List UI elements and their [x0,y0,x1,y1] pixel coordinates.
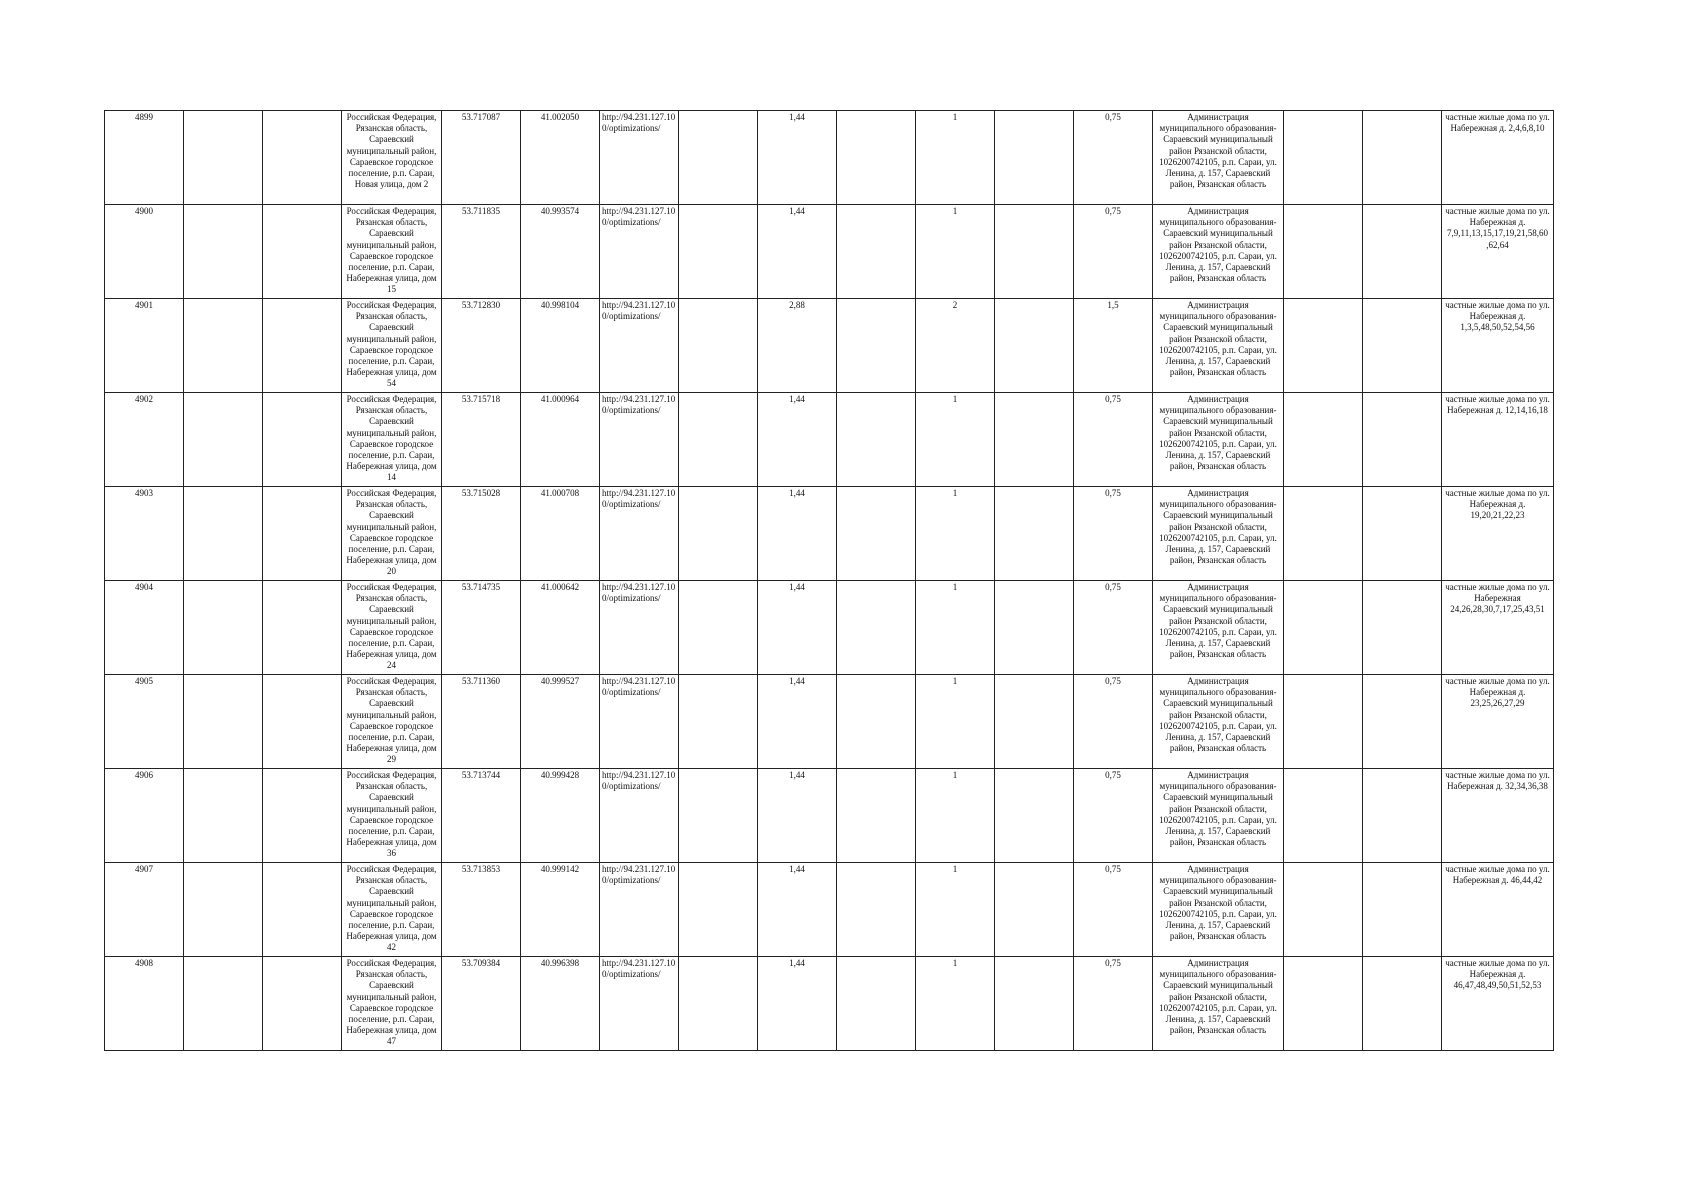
cell-owner: Администрация муниципального образования-Сараевский муниципальный район Рязанской области, 1026200742105, р.п. Сараи, ул. Ленина, д. 157, Сараевский район, Рязанская область [1153,675,1284,769]
cell-id: 4904 [105,581,184,675]
cell-latitude: 53.709384 [442,957,521,1051]
cell-longitude: 40.993574 [521,205,600,299]
cell-empty [184,393,263,487]
cell-url: http://94.231.127.10 0/optimizations/ [600,769,679,863]
cell-id: 4907 [105,863,184,957]
cell-owner: Администрация муниципального образования-Сараевский муниципальный район Рязанской области, 1026200742105, р.п. Сараи, ул. Ленина, д. 157, Сараевский район, Рязанская область [1153,769,1284,863]
cell-latitude: 53.713853 [442,863,521,957]
cell-longitude: 40.999142 [521,863,600,957]
cell-empty [184,299,263,393]
cell-address: Российская Федерация, Рязанская область, Сараевский муниципальный район, Сараевское городское поселение, р.п. Сараи, Набережная улица, дом 15 [342,205,442,299]
cell-empty [1363,393,1442,487]
cell-longitude: 40.999428 [521,769,600,863]
cell-longitude: 40.999527 [521,675,600,769]
cell-empty [679,393,758,487]
cell-longitude: 41.000708 [521,487,600,581]
cell-empty [679,957,758,1051]
registry-table [104,110,1554,1051]
cell-empty [184,769,263,863]
cell-owner: Администрация муниципального образования-Сараевский муниципальный район Рязанской области, 1026200742105, р.п. Сараи, ул. Ленина, д. 157, Сараевский район, Рязанская область [1153,581,1284,675]
cell-empty [995,487,1074,581]
cell-note: частные жилые дома по ул. Набережная д. 32,34,36,38 [1442,769,1554,863]
cell-note: частные жилые дома по ул. Набережная д. 1,3,5,48,50,52,54,56 [1442,299,1554,393]
cell-note: частные жилые дома по ул. Набережная д. 46,44,42 [1442,863,1554,957]
cell-latitude: 53.714735 [442,581,521,675]
cell-volume: 0,75 [1074,111,1153,205]
cell-volume: 0,75 [1074,769,1153,863]
cell-address: Российская Федерация, Рязанская область, Сараевский муниципальный район, Сараевское городское поселение, р.п. Сараи, Новая улица, дом 2 [342,111,442,205]
cell-empty [1363,769,1442,863]
cell-latitude: 53.713744 [442,769,521,863]
cell-id: 4905 [105,675,184,769]
cell-empty [1363,863,1442,957]
cell-empty [995,769,1074,863]
table-row [105,957,1554,1051]
cell-url: http://94.231.127.10 0/optimizations/ [600,111,679,205]
cell-empty [995,299,1074,393]
cell-empty [995,581,1074,675]
cell-latitude: 53.715718 [442,393,521,487]
table-row [105,393,1554,487]
cell-empty [679,487,758,581]
cell-id: 4903 [105,487,184,581]
cell-volume: 1,5 [1074,299,1153,393]
cell-url: http://94.231.127.10 0/optimizations/ [600,581,679,675]
cell-empty [263,299,342,393]
cell-url: http://94.231.127.10 0/optimizations/ [600,675,679,769]
cell-latitude: 53.712830 [442,299,521,393]
cell-container-count: 1 [916,581,995,675]
cell-container-count: 1 [916,769,995,863]
cell-owner: Администрация муниципального образования-Сараевский муниципальный район Рязанской области, 1026200742105, р.п. Сараи, ул. Ленина, д. 157, Сараевский район, Рязанская область [1153,393,1284,487]
cell-container-count: 1 [916,111,995,205]
cell-empty [1363,957,1442,1051]
cell-address: Российская Федерация, Рязанская область, Сараевский муниципальный район, Сараевское городское поселение, р.п. Сараи, Набережная улица, дом 36 [342,769,442,863]
cell-empty [1363,675,1442,769]
cell-owner: Администрация муниципального образования-Сараевский муниципальный район Рязанской области, 1026200742105, р.п. Сараи, ул. Ленина, д. 157, Сараевский район, Рязанская область [1153,299,1284,393]
cell-address: Российская Федерация, Рязанская область, Сараевский муниципальный район, Сараевское городское поселение, р.п. Сараи, Набережная улица, дом 20 [342,487,442,581]
cell-empty [1284,393,1363,487]
cell-container-count: 1 [916,487,995,581]
cell-empty [1284,769,1363,863]
cell-empty [184,205,263,299]
cell-empty [679,111,758,205]
cell-longitude: 40.998104 [521,299,600,393]
cell-url: http://94.231.127.10 0/optimizations/ [600,299,679,393]
cell-empty [1284,205,1363,299]
cell-empty [837,393,916,487]
cell-empty [1363,111,1442,205]
cell-area: 1,44 [758,769,837,863]
cell-note: частные жилые дома по ул. Набережная д. 12,14,16,18 [1442,393,1554,487]
cell-volume: 0,75 [1074,957,1153,1051]
cell-empty [995,863,1074,957]
cell-latitude: 53.715028 [442,487,521,581]
cell-longitude: 41.002050 [521,111,600,205]
cell-url: http://94.231.127.10 0/optimizations/ [600,205,679,299]
cell-latitude: 53.711360 [442,675,521,769]
cell-area: 1,44 [758,393,837,487]
cell-empty [995,205,1074,299]
cell-empty [1284,111,1363,205]
table-row [105,299,1554,393]
cell-id: 4906 [105,769,184,863]
cell-address: Российская Федерация, Рязанская область, Сараевский муниципальный район, Сараевское городское поселение, р.п. Сараи, Набережная улица, дом 14 [342,393,442,487]
cell-empty [837,487,916,581]
cell-owner: Администрация муниципального образования-Сараевский муниципальный район Рязанской области, 1026200742105, р.п. Сараи, ул. Ленина, д. 157, Сараевский район, Рязанская область [1153,957,1284,1051]
cell-empty [1284,863,1363,957]
cell-volume: 0,75 [1074,581,1153,675]
cell-empty [679,205,758,299]
cell-area: 1,44 [758,487,837,581]
cell-empty [184,487,263,581]
table-row [105,863,1554,957]
cell-url: http://94.231.127.10 0/optimizations/ [600,957,679,1051]
cell-empty [1284,957,1363,1051]
cell-note: частные жилые дома по ул. Набережная д. 2,4,6,8,10 [1442,111,1554,205]
cell-address: Российская Федерация, Рязанская область, Сараевский муниципальный район, Сараевское городское поселение, р.п. Сараи, Набережная улица, дом 54 [342,299,442,393]
cell-empty [837,769,916,863]
cell-owner: Администрация муниципального образования-Сараевский муниципальный район Рязанской области, 1026200742105, р.п. Сараи, ул. Ленина, д. 157, Сараевский район, Рязанская область [1153,205,1284,299]
cell-empty [184,675,263,769]
cell-id: 4900 [105,205,184,299]
table-row [105,675,1554,769]
cell-longitude: 41.000642 [521,581,600,675]
cell-empty [1363,487,1442,581]
cell-empty [679,299,758,393]
cell-container-count: 2 [916,299,995,393]
cell-empty [184,863,263,957]
cell-container-count: 1 [916,675,995,769]
cell-empty [837,957,916,1051]
cell-owner: Администрация муниципального образования-Сараевский муниципальный район Рязанской области, 1026200742105, р.п. Сараи, ул. Ленина, д. 157, Сараевский район, Рязанская область [1153,111,1284,205]
cell-area: 1,44 [758,111,837,205]
cell-empty [679,581,758,675]
cell-empty [679,863,758,957]
cell-empty [263,581,342,675]
cell-empty [263,111,342,205]
cell-empty [679,675,758,769]
cell-address: Российская Федерация, Рязанская область, Сараевский муниципальный район, Сараевское городское поселение, р.п. Сараи, Набережная улица, дом 24 [342,581,442,675]
cell-empty [837,863,916,957]
cell-empty [1363,581,1442,675]
table-body [105,111,1554,1051]
table-row [105,581,1554,675]
cell-volume: 0,75 [1074,393,1153,487]
cell-area: 1,44 [758,957,837,1051]
cell-empty [1363,299,1442,393]
cell-empty [263,769,342,863]
cell-empty [263,863,342,957]
cell-area: 1,44 [758,863,837,957]
table-row [105,487,1554,581]
cell-container-count: 1 [916,205,995,299]
cell-address: Российская Федерация, Рязанская область, Сараевский муниципальный район, Сараевское городское поселение, р.п. Сараи, Набережная улица, дом 42 [342,863,442,957]
cell-empty [995,675,1074,769]
cell-note: частные жилые дома по ул. Набережная д. 19,20,21,22,23 [1442,487,1554,581]
cell-volume: 0,75 [1074,675,1153,769]
table-row [105,769,1554,863]
cell-empty [995,111,1074,205]
cell-empty [263,957,342,1051]
cell-container-count: 1 [916,863,995,957]
cell-area: 2,88 [758,299,837,393]
cell-empty [263,205,342,299]
cell-empty [184,581,263,675]
cell-empty [837,581,916,675]
cell-longitude: 40.996398 [521,957,600,1051]
cell-container-count: 1 [916,393,995,487]
cell-longitude: 41.000964 [521,393,600,487]
cell-empty [837,205,916,299]
cell-empty [679,769,758,863]
cell-owner: Администрация муниципального образования-Сараевский муниципальный район Рязанской области, 1026200742105, р.п. Сараи, ул. Ленина, д. 157, Сараевский район, Рязанская область [1153,863,1284,957]
cell-note: частные жилые дома по ул. Набережная 24,26,28,30,7,17,25,43,51 [1442,581,1554,675]
cell-owner: Администрация муниципального образования-Сараевский муниципальный район Рязанской области, 1026200742105, р.п. Сараи, ул. Ленина, д. 157, Сараевский район, Рязанская область [1153,487,1284,581]
cell-empty [184,957,263,1051]
cell-empty [995,393,1074,487]
cell-empty [1284,581,1363,675]
cell-note: частные жилые дома по ул. Набережная д. 23,25,26,27,29 [1442,675,1554,769]
cell-url: http://94.231.127.10 0/optimizations/ [600,393,679,487]
cell-address: Российская Федерация, Рязанская область, Сараевский муниципальный район, Сараевское городское поселение, р.п. Сараи, Набережная улица, дом 29 [342,675,442,769]
cell-address: Российская Федерация, Рязанская область, Сараевский муниципальный район, Сараевское городское поселение, р.п. Сараи, Набережная улица, дом 47 [342,957,442,1051]
cell-id: 4899 [105,111,184,205]
cell-container-count: 1 [916,957,995,1051]
cell-area: 1,44 [758,675,837,769]
cell-id: 4902 [105,393,184,487]
cell-note: частные жилые дома по ул. Набережная д. 7,9,11,13,15,17,19,21,58,60 ,62,64 [1442,205,1554,299]
cell-empty [837,675,916,769]
cell-empty [995,957,1074,1051]
cell-volume: 0,75 [1074,487,1153,581]
cell-empty [184,111,263,205]
cell-latitude: 53.717087 [442,111,521,205]
cell-empty [1284,487,1363,581]
cell-empty [1284,299,1363,393]
table-row [105,205,1554,299]
cell-volume: 0,75 [1074,863,1153,957]
cell-empty [263,393,342,487]
cell-note: частные жилые дома по ул. Набережная д. 46,47,48,49,50,51,52,53 [1442,957,1554,1051]
cell-empty [837,299,916,393]
cell-id: 4901 [105,299,184,393]
cell-empty [1284,675,1363,769]
cell-id: 4908 [105,957,184,1051]
cell-url: http://94.231.127.10 0/optimizations/ [600,487,679,581]
cell-url: http://94.231.127.10 0/optimizations/ [600,863,679,957]
cell-area: 1,44 [758,581,837,675]
cell-empty [1363,205,1442,299]
cell-volume: 0,75 [1074,205,1153,299]
cell-area: 1,44 [758,205,837,299]
table-row [105,111,1554,205]
cell-empty [263,487,342,581]
cell-empty [837,111,916,205]
cell-latitude: 53.711835 [442,205,521,299]
cell-empty [263,675,342,769]
